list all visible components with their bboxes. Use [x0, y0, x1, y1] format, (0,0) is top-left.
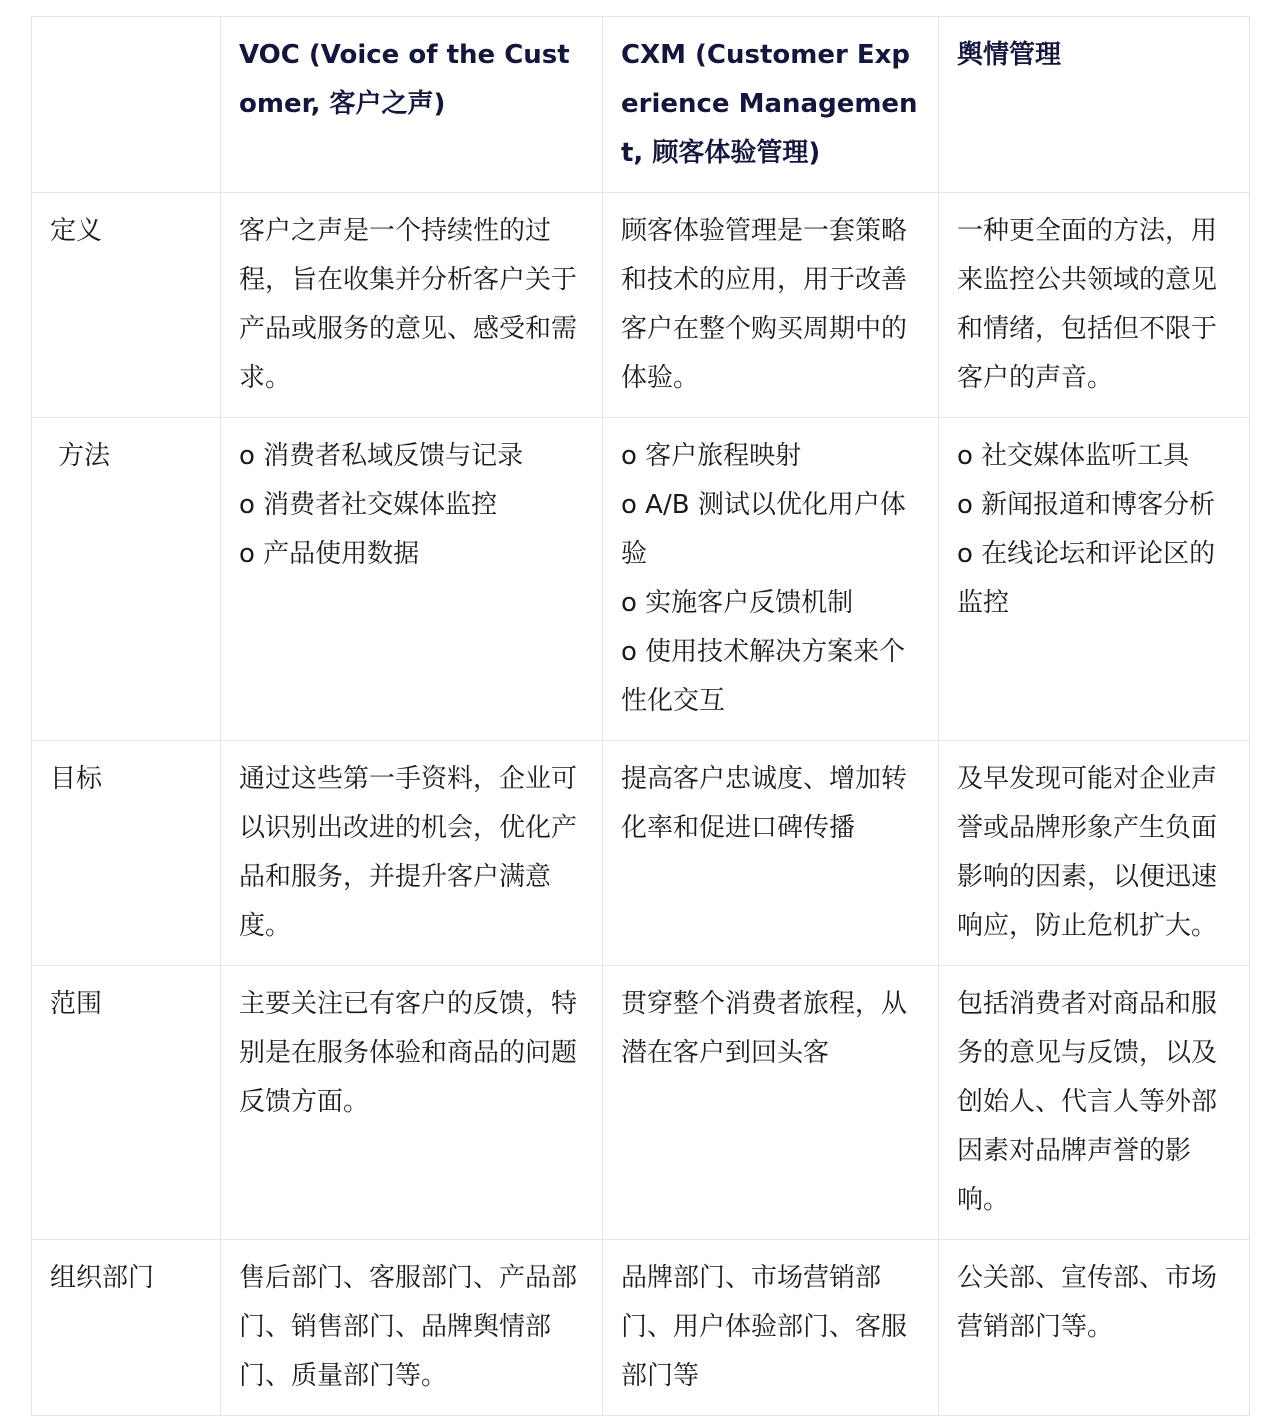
list-item: o 使用技术解决方案来个性化交互 [621, 637, 906, 716]
cell-cxm-method [603, 418, 939, 741]
cell-cxm-goal: 提高客户忠诚度、增加转化率和促进口碑传播 [603, 741, 939, 966]
row-label-scope: 范围 [32, 966, 221, 1240]
row-label-organization: 组织部门 [32, 1240, 221, 1416]
list-item: o 社交媒体监听工具 [957, 441, 1190, 471]
cell-cxm-organization: 品牌部门、市场营销部门、用户体验部门、客服部门等 [603, 1240, 939, 1416]
cell-voc-organization: 售后部门、客服部门、产品部门、销售部门、品牌舆情部门、质量部门等。 [221, 1240, 603, 1416]
header-cell-empty [32, 17, 221, 193]
list-item: o 实施客户反馈机制 [621, 588, 854, 618]
cell-voc-definition: 客户之声是一个持续性的过程，旨在收集并分析客户关于产品或服务的意见、感受和需求。 [221, 193, 603, 418]
list-item: o 消费者社交媒体监控 [239, 490, 498, 520]
list-item: o 产品使用数据 [239, 539, 420, 569]
cell-cxm-definition: 顾客体验管理是一套策略和技术的应用，用于改善客户在整个购买周期中的体验。 [603, 193, 939, 418]
cell-yuqing-scope: 包括消费者对商品和服务的意见与反馈，以及创始人、代言人等外部因素对品牌声誉的影响。 [939, 966, 1250, 1240]
row-label-definition: 定义 [32, 193, 221, 418]
table-row-definition [32, 193, 1250, 418]
list-item: o 客户旅程映射 [621, 441, 802, 471]
row-label-method: 方法 [32, 418, 221, 741]
cell-cxm-scope: 贯穿整个消费者旅程，从潜在客户到回头客 [603, 966, 939, 1240]
cell-voc-goal: 通过这些第一手资料，企业可以识别出改进的机会，优化产品和服务，并提升客户满意度。 [221, 741, 603, 966]
cell-voc-scope: 主要关注已有客户的反馈，特别是在服务体验和商品的问题反馈方面。 [221, 966, 603, 1240]
header-cell-yuqing: 舆情管理 [939, 17, 1250, 193]
table-row-scope [32, 966, 1250, 1240]
table-row-organization [32, 1240, 1250, 1416]
list-item: o 在线论坛和评论区的监控 [957, 539, 1216, 618]
header-cell-cxm: CXM (Customer Experience Management, 顾客体验管理) [603, 17, 939, 193]
row-label-goal: 目标 [32, 741, 221, 966]
comparison-table [31, 16, 1250, 1416]
list-item: o 消费者私域反馈与记录 [239, 441, 524, 471]
cell-yuqing-goal: 及早发现可能对企业声誉或品牌形象产生负面影响的因素，以便迅速响应，防止危机扩大。 [939, 741, 1250, 966]
cell-yuqing-organization: 公关部、宣传部、市场营销部门等。 [939, 1240, 1250, 1416]
list-item: o A/B 测试以优化用户体验 [621, 490, 906, 569]
cell-voc-method [221, 418, 603, 741]
comparison-table-container [31, 16, 1249, 1416]
table-row-method [32, 418, 1250, 741]
list-item: o 新闻报道和博客分析 [957, 490, 1216, 520]
table-row-goal [32, 741, 1250, 966]
header-row [32, 17, 1250, 193]
cell-yuqing-definition: 一种更全面的方法，用来监控公共领域的意见和情绪，包括但不限于客户的声音。 [939, 193, 1250, 418]
header-cell-voc: VOC (Voice of the Customer, 客户之声) [221, 17, 603, 193]
cell-yuqing-method [939, 418, 1250, 741]
